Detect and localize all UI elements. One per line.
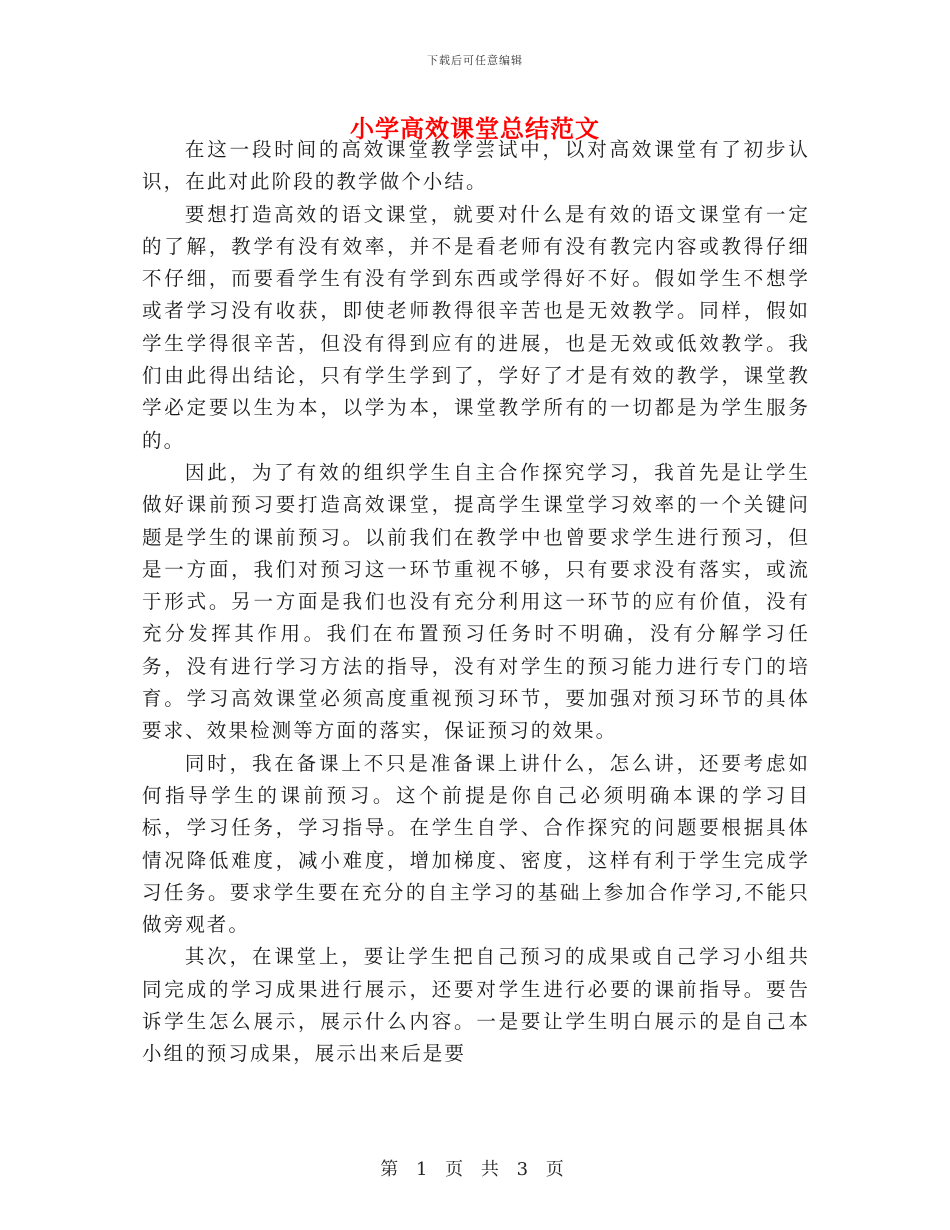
page-footer: 第 1 页 共 3 页: [380, 1159, 570, 1180]
paragraph: 其次，在课堂上，要让学生把自己预习的成果或自己学习小组共同完成的学习成果进行展示，还要对学生进行必要的课前指导。要告诉学生怎么展示，展示什么内容。一是要让学生明白展示的是自己本小组的预习成果，展示出来后是要: [142, 945, 810, 1066]
paragraph: 在这一段时间的高效课堂教学尝试中，以对高效课堂有了初步认识，在此对此阶段的教学做个小结。: [142, 138, 810, 194]
header-note: 下载后可任意编辑: [427, 54, 523, 67]
document-title: 小学高效课堂总结范文: [350, 114, 600, 143]
document-body: [142, 134, 810, 1071]
paragraph: 同时，我在备课上不只是准备课上讲什么，怎么讲，还要考虑如何指导学生的课前预习。这个前提是你自己必须明确本课的学习目标，学习任务，学习指导。在学生自学、合作探究的问题要根据具体情况降低难度，减小难度，增加梯度、密度，这样有利于学生完成学习任务。要求学生要在充分的自主学习的基础上参加合作学习,不能只做旁观者。: [142, 751, 810, 937]
paragraph: 因此，为了有效的组织学生自主合作探究学习，我首先是让学生做好课前预习要打造高效课堂，提高学生课堂学习效率的一个关键问题是学生的课前预习。以前我们在教学中也曾要求学生进行预习，但是一方面，我们对预习这一环节重视不够，只有要求没有落实，或流于形式。另一方面是我们也没有充分利用这一环节的应有价值，没有充分发挥其作用。我们在布置预习任务时不明确，没有分解学习任务，没有进行学习方法的指导，没有对学生的预习能力进行专门的培育。学习高效课堂必须高度重视预习环节，要加强对预习环节的具体要求、效果检测等方面的落实，保证预习的效果。: [142, 460, 810, 743]
paragraph: 要想打造高效的语文课堂，就要对什么是有效的语文课堂有一定的了解，教学有没有效率，并不是看老师有没有教完内容或教得仔细不仔细，而要看学生有没有学到东西或学得好不好。假如学生不想学或者学习没有收获，即使老师教得很辛苦也是无效教学。同样，假如学生学得很辛苦，但没有得到应有的进展，也是无效或低效教学。我们由此得出结论，只有学生学到了，学好了才是有效的教学，课堂教学必定要以生为本，以学为本，课堂教学所有的一切都是为学生服务的。: [142, 202, 810, 452]
